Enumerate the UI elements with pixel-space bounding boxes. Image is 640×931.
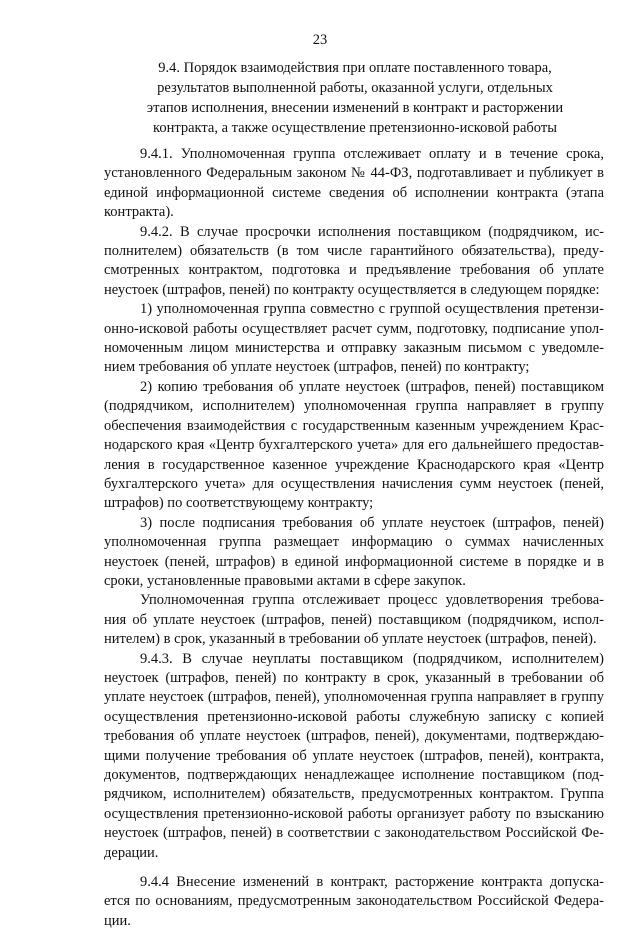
text-line: требования об уплате неустоек (штрафов, пеней), документами, подтверждаю- — [104, 728, 604, 745]
paragraph-monitoring — [104, 591, 604, 649]
text-line: дерации. — [104, 844, 159, 861]
section-heading — [120, 58, 590, 138]
text-line: неустоек (штрафов, пеней) по контракту в срок, указанный в требовании об — [104, 669, 604, 686]
text-line: 3) после подписания требования об уплате неустоек (штрафов, пеней) — [140, 514, 604, 531]
text-line: неустоек (пеней, штрафов) в единой информационной системе в порядке и в — [104, 553, 604, 570]
section-heading-line: контракта, а также осуществление претензионно-исковой работы — [153, 120, 557, 136]
paragraph-9-4-3 — [104, 650, 604, 863]
text-line: неустоек (штрафов, пеней) по контракту осуществляется в следующем порядке: — [104, 281, 600, 298]
text-line: нодарского края «Центр бухгалтерского учета» для его дальнейшего предостав- — [104, 437, 604, 454]
text-line: осуществления претензионно-исковой работы организует работу по взысканию — [104, 805, 604, 822]
text-line: сроки, установленные правовыми актами в сфере закупок. — [104, 572, 466, 589]
text-line: нителем) в срок, указанный в требовании об уплате неустоек (штрафов, пеней). — [104, 631, 597, 648]
text-line: полнителем) обязательств (в том числе гарантийного обязательства), преду- — [104, 243, 604, 260]
text-line: неустоек (штрафов, пеней) в соответствии с законодательством Российской Фе- — [104, 825, 604, 842]
text-line: Уполномоченная группа отслеживает процесс удовлетворения требова- — [140, 592, 604, 609]
text-line: ления в государственное казенное учреждение Краснодарского края «Центр — [104, 456, 604, 473]
page-number: 23 — [312, 32, 328, 48]
text-line: обеспечения взаимодействия с государственным казенным учреждением Крас- — [104, 417, 604, 434]
text-line: номоченным лицом министерства и отправку заказным письмом с уведомле- — [104, 340, 604, 357]
section-heading-line: этапов исполнения, внесении изменений в контракт и расторжении — [146, 100, 564, 116]
text-line: смотренных контрактом, подготовка и предъявление требования об уплате — [104, 262, 604, 279]
paragraph-item-3 — [104, 514, 604, 592]
text-line: единой информационной системе сведения об исполнении контракта (этапа — [104, 184, 604, 201]
text-line: 9.4.2. В случае просрочки исполнения поставщиком (подрядчиком, ис- — [140, 223, 604, 240]
section-heading-line: 9.4. Порядок взаимодействия при оплате поставленного товара, — [158, 60, 552, 76]
text-line: осуществления претензионно-исковой работы служебную записку с копией — [104, 708, 604, 725]
text-line: 1) уполномоченная группа совместно с группой осуществления претензи- — [140, 301, 604, 318]
text-line: (подрядчиком, исполнителем) уполномоченная группа направляет в группу — [104, 398, 604, 415]
text-line: рядчиком, исполнителем) обязательств, предусмотренных контрактом. Группа — [104, 786, 604, 803]
text-line: нием требования об уплате неустоек (штрафов, пеней) по контракту; — [104, 359, 530, 376]
text-line: бухгалтерского учета» для осуществления начисления сумм неустоек (пеней, — [104, 475, 604, 492]
text-line: 9.4.1. Уполномоченная группа отслеживает оплату и в течение срока, — [140, 146, 604, 162]
text-line: ции. — [104, 912, 131, 929]
text-line: установленного Федеральным законом № 44-ФЗ, подготавливает и публикует в — [104, 165, 604, 182]
text-line: документов, подтверждающих ненадлежащее исполнение поставщиком (под- — [104, 767, 604, 783]
text-line: ется по основаниям, предусмотренным законодательством Российской Федера- — [104, 893, 604, 910]
text-line: штрафов) по соответствующему контракту; — [104, 495, 374, 512]
text-line: 2) копию требования об уплате неустоек (штрафов, пеней) поставщиком — [140, 378, 604, 395]
document-body — [104, 145, 604, 931]
text-line: контракта). — [104, 204, 174, 221]
text-line: щими получение требования об уплате неустоек (штрафов, пеней), контракта, — [104, 747, 604, 764]
paragraph-9-4-1 — [104, 145, 604, 223]
text-line: уполномоченная группа размещает информацию о суммах начисленных — [104, 534, 604, 551]
text-line: ния об уплате неустоек (штрафов, пеней) поставщиком (подрядчиком, испол- — [104, 611, 604, 628]
text-line: уплате неустоек (штрафов, пеней), уполномоченная группа направляет в группу — [104, 689, 604, 706]
paragraph-item-1 — [104, 300, 604, 378]
text-line: онно-исковой работы осуществляет расчет сумм, подготовку, подписание упол- — [104, 320, 604, 337]
paragraph-item-2 — [104, 378, 604, 514]
paragraph-9-4-2 — [104, 223, 604, 301]
paragraph-9-4-4 — [104, 873, 604, 931]
text-line: 9.4.3. В случае неуплаты поставщиком (подрядчиком, исполнителем) — [140, 650, 604, 667]
section-heading-line: результатов выполненной работы, оказанной услуги, отдельных — [157, 80, 553, 96]
text-line: 9.4.4 Внесение изменений в контракт, расторжение контракта допуска- — [140, 874, 604, 891]
